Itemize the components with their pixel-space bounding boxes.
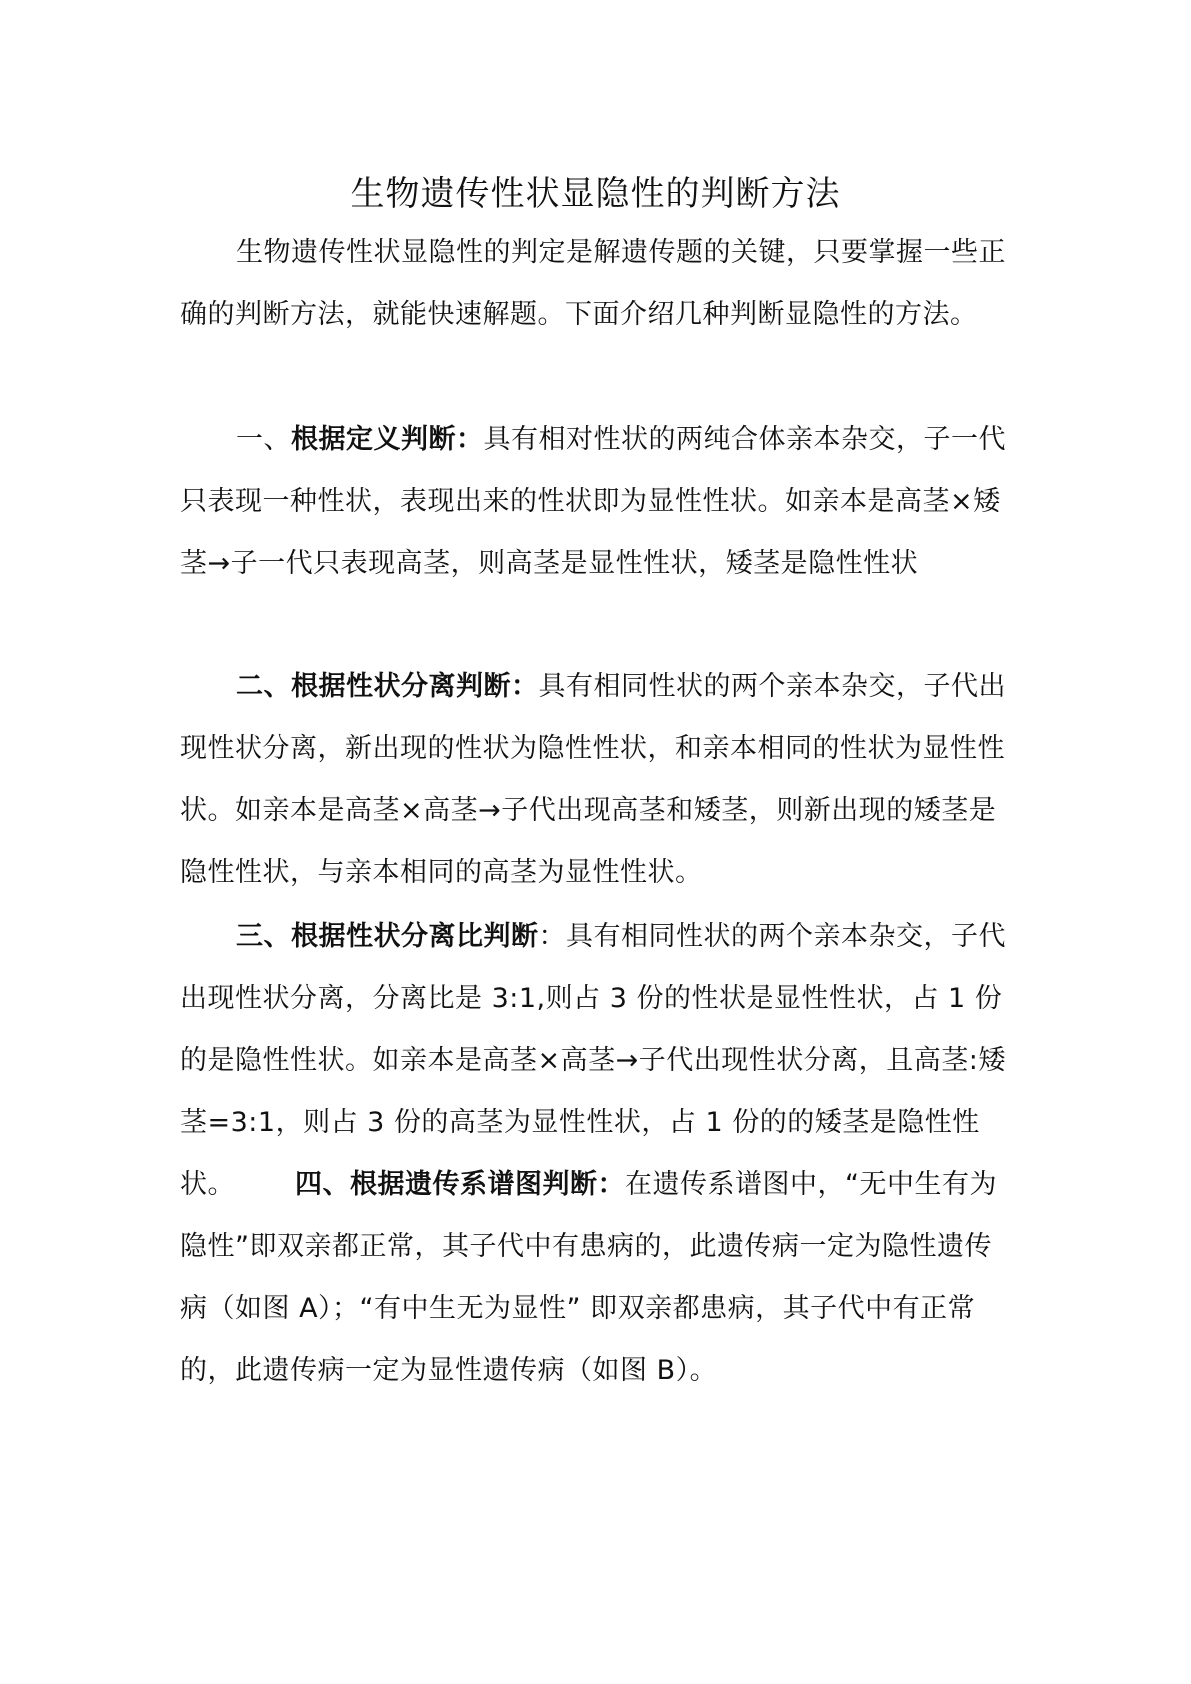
section-1-body: 具有相对性状的两纯合体亲本杂交，子一代只表现一种性状，表现出来的性状即为显性性状。如亲本是高茎×矮茎→子一代只表现高茎，则高茎是显性性状，矮茎是隐性性状 xyxy=(180,424,1006,579)
section-3-paragraph xyxy=(180,906,1017,1402)
section-3-body: ：具有相同性状的两个亲本杂交，子代出现性状分离，分离比是 3:1,则占 3 份的性状是显性性状，占 1 份的是隐性性状。如亲本是高茎×高茎→子代出现性状分离，且高茎:矮茎=3:1，则占 3 份的高茎为显性性状，占 1 份的的矮茎是隐性性状。 xyxy=(180,921,1006,1200)
section-2-body: 具有相同性状的两个亲本杂交，子代出现性状分离，新出现的性状为隐性性状，和亲本相同的性状为显性性状。如亲本是高茎×高茎→子代出现高茎和矮茎，则新出现的矮茎是隐性性状，与亲本相同的高茎为显性性状。 xyxy=(180,671,1006,888)
section-4-body: 在遗传系谱图中，“无中生有为隐性”即双亲都正常，其子代中有患病的，此遗传病一定为隐性遗传病（如图 A）；“有中生无为显性” 即双亲都患病，其子代中有正常的，此遗传病一定为显性遗传病（如图 B）。 xyxy=(180,1169,997,1386)
section-2-paragraph xyxy=(180,656,1017,904)
section-1-prefix: 一、 xyxy=(236,424,291,455)
section-2-heading: 二、根据性状分离判断： xyxy=(236,671,539,702)
section-1-paragraph xyxy=(180,409,1017,595)
section-1-heading: 根据定义判断： xyxy=(291,424,484,455)
intro-paragraph: 生物遗传性状显隐性的判定是解遗传题的关键，只要掌握一些正确的判断方法，就能快速解题。下面介绍几种判断显隐性的方法。 xyxy=(180,237,1006,330)
document-title: 生物遗传性状显隐性的判断方法 xyxy=(350,174,841,214)
section-3-heading: 三、根据性状分离比判断 xyxy=(236,921,539,952)
section-4-heading: 四、根据遗传系谱图判断： xyxy=(295,1169,625,1200)
